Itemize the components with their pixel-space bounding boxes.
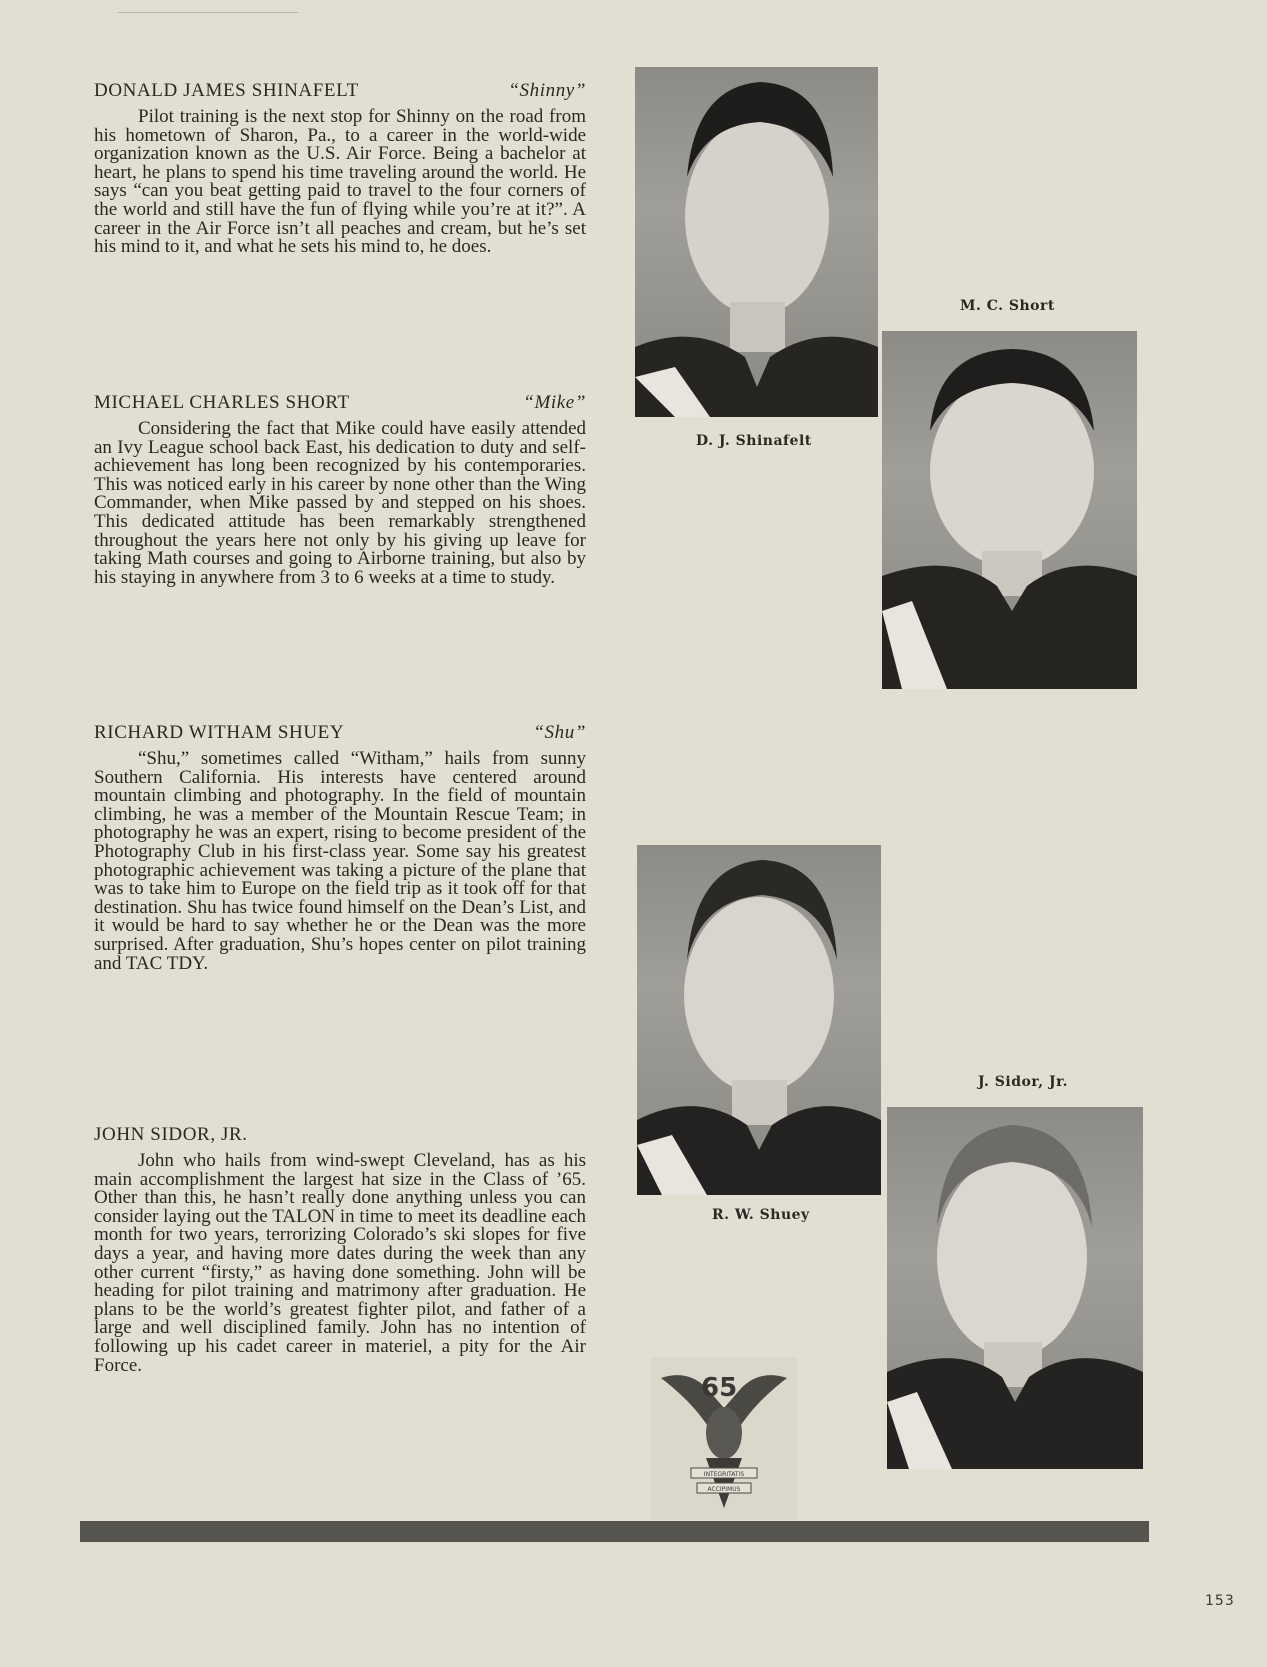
caption-sidor: J. Sidor, Jr. xyxy=(978,1074,1069,1090)
portrait-shuey xyxy=(637,845,881,1195)
bio-shinafelt xyxy=(94,80,586,257)
bio-name: JOHN SIDOR, JR. xyxy=(94,1124,248,1145)
caption-shuey: R. W. Shuey xyxy=(712,1207,810,1223)
bio-shuey xyxy=(94,722,586,973)
top-rule xyxy=(118,12,298,13)
caption-shinafelt: D. J. Shinafelt xyxy=(696,433,812,449)
eagle-crest-icon xyxy=(651,1358,797,1520)
crest-motto-bottom: ACCIPIMUS xyxy=(707,1486,741,1493)
class-crest xyxy=(651,1358,797,1520)
bio-header xyxy=(94,80,586,102)
bio-text: Considering the fact that Mike could have easily attended an Ivy League school back East, his dedication to duty and self-achievement has long been recognized by his contemporaries. This was noticed early in his career by none other than the Wing Commander, when Mike passed by and stepped on his shoes. This dedicated attitude has been remarkably strengthened throughout the years here not only by his giving up leave for taking Math courses and going to Airborne training, but also by his staying in anywhere from 3 to 6 weeks at a time to study. xyxy=(94,418,586,588)
crest-year: 65 xyxy=(701,1373,738,1403)
portrait-shinafelt xyxy=(635,67,878,417)
bio-text: “Shu,” sometimes called “Witham,” hails from sunny Southern California. His interests have centered around mountain climbing and photography. In the field of mountain climbing, he was a member of the Mountain Rescue Team; in photography he was an expert, rising to become president of the Photography Club in his first-class year. Some say his greatest photographic achievement was taking a picture of the plane that was to take him to Europe on the field trip as it took off for that destination. Shu has twice found himself on the Dean’s List, and it would be hard to say whether he or the Dean was the more surprised. After graduation, Shu’s hopes center on pilot training and TAC TDY. xyxy=(94,748,586,974)
portrait-sidor xyxy=(887,1107,1143,1469)
bio-nickname: “Shinny” xyxy=(508,80,586,101)
bio-sidor xyxy=(94,1124,586,1375)
bio-header xyxy=(94,722,586,744)
bio-header xyxy=(94,1124,586,1146)
bottom-bar xyxy=(80,1521,1149,1542)
bio-name: DONALD JAMES SHINAFELT xyxy=(94,80,359,101)
bio-header xyxy=(94,392,586,414)
bio-text: Pilot training is the next stop for Shinny on the road from his hometown of Sharon, Pa., to a career in the world-wide organization known as the U.S. Air Force. Being a bachelor at heart, he plans to spend his time traveling around the world. He says “can you beat getting paid to travel to the four corners of the world and still have the fun of flying while you’re at it?”. A career in the Air Force isn’t all peaches and cream, but he’s set his mind to it, and what he sets his mind to, he does. xyxy=(94,106,586,258)
bio-text: John who hails from wind-swept Cleveland, has as his main accomplishment the largest hat size in the Class of ’65. Other than this, he hasn’t really done anything unless you can consider laying out the TALON in time to meet its deadline each month for two years, terrorizing Colorado’s ski slopes for five days a year, and having more dates during the week than any other current “firsty,” as having done something. John will be heading for pilot training and matrimony after graduation. He plans to be the world’s greatest fighter pilot, and father of a large and well disciplined family. John has no intention of following up his cadet career in materiel, a pity for the Air Force. xyxy=(94,1150,586,1376)
bio-short xyxy=(94,392,586,587)
portrait-short xyxy=(882,331,1137,689)
bio-name: RICHARD WITHAM SHUEY xyxy=(94,722,345,743)
page-number: 153 xyxy=(1205,1593,1235,1609)
bio-nickname: “Shu” xyxy=(533,722,586,743)
crest-motto-top: INTEGRITATIS xyxy=(703,1471,745,1478)
caption-short: M. C. Short xyxy=(960,298,1055,314)
bio-nickname: “Mike” xyxy=(523,392,586,413)
bio-name: MICHAEL CHARLES SHORT xyxy=(94,392,350,413)
